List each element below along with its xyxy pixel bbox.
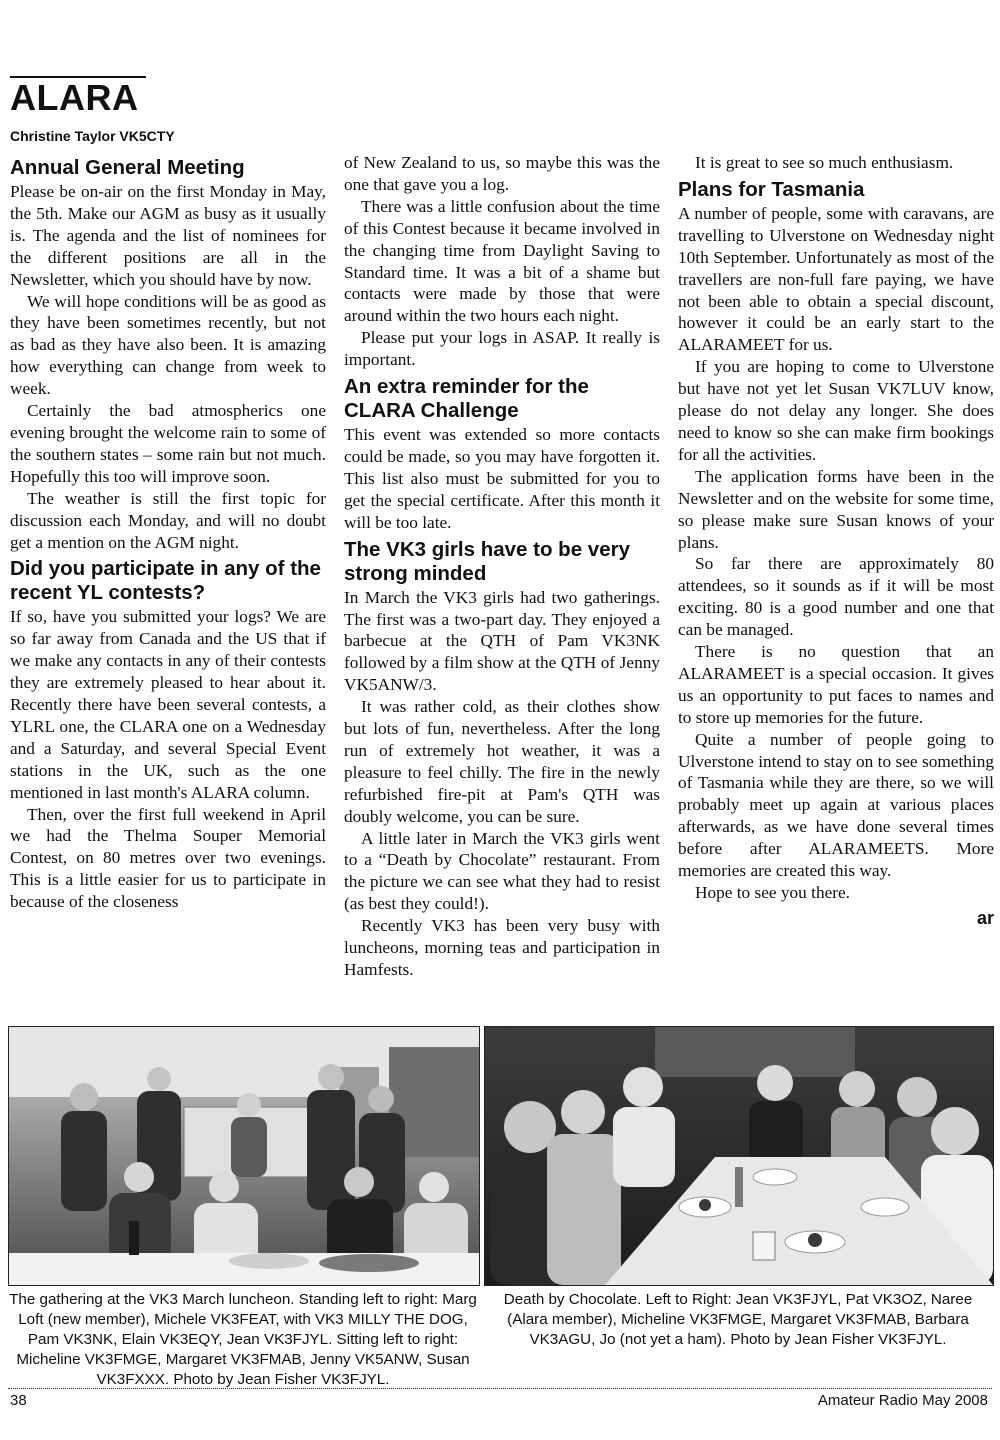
photo-death-by-chocolate-image xyxy=(485,1027,993,1285)
paragraph: If you are hoping to come to Ulverstone but have not yet let Susan VK7LUV know, please do not delay any longer. She does need to know so she can make firm bookings for all the activities. xyxy=(678,357,994,464)
paragraph: Hope to see you there. xyxy=(695,883,850,902)
heading-clara-challenge: An extra reminder for the CLARA Challenge xyxy=(344,375,589,423)
paragraph: It was rather cold, as their clothes show but lots of fun, nevertheless. After the long run of extremely hot weather, it was a pleasure to feel chilly. The fire in the newly refurbished fire-pit at Pam's QTH was doubly welcome, you can be sure. xyxy=(344,697,660,826)
paragraph: Recently VK3 has been very busy with luncheons, morning teas and participation in Hamfests. xyxy=(344,916,660,979)
paragraph: Please put your logs in ASAP. It really is important. xyxy=(344,328,660,370)
article-column-3 xyxy=(678,152,994,930)
heading-tasmania: Plans for Tasmania xyxy=(678,177,865,201)
paragraph: So far there are approximately 80 attendees, so it sounds as if it will be most exciting. 80 is a good number and one that can be managed. xyxy=(678,554,994,640)
paragraph: This event was extended so more contacts could be made, so you may have forgotten it. This list also must be submitted for you to get the special certificate. After this month it will be too late. xyxy=(344,425,660,532)
paragraph: We will hope conditions will be as good as they have been sometimes recently, but not as bad as they have also been. It is amazing how everything can change from week to week. xyxy=(10,291,326,399)
photo-caption-chocolate: Death by Chocolate. Left to Right: Jean VK3FJYL, Pat VK3OZ, Naree (Alara member), Micheline VK3FMGE, Margaret VK3FMAB, Barbara VK3AGU, Jo (not yet a ham). Photo by Jean Fisher VK3FJYL. xyxy=(503,1291,973,1348)
heading-agm: Annual General Meeting xyxy=(10,156,245,179)
paragraph: Please be on-air on the first Monday in May, the 5th. Make our AGM as busy as it usually is. The agenda and the list of nominees for the different positions are all in the Newsletter, which you should have by now. xyxy=(10,182,326,289)
paragraph: The weather is still the first topic for discussion each Monday, and will no doubt get a mention on the AGM night. xyxy=(10,488,326,552)
article-column-1 xyxy=(10,152,326,913)
paragraph: A little later in March the VK3 girls went to a “Death by Chocolate” restaurant. From the picture we can see what they had to resist (as best they could!). xyxy=(344,828,660,914)
publication-info: Amateur Radio May 2008 xyxy=(817,1392,988,1409)
photo-death-by-chocolate xyxy=(484,1026,994,1286)
paragraph: If so, have you submitted your logs? We are so far away from Canada and the US that if we make any contacts in any of their contests they are extremely pleased to hear about it. Recently there have been several contests, a YLRL one, the CLARA one on a Wednesday and a Saturday, and several Special Event stations in the UK, such as the one mentioned in last month's ALARA column. xyxy=(10,607,326,802)
paragraph: A number of people, some with caravans, are travelling to Ulverstone on Wednesday night 10th September. Unfortunately as most of the travellers are non-full fare paying, we have not been able to obtain a special discount, however it could be an early start to the ALARAMEET for us. xyxy=(678,203,994,355)
paragraph: It is great to see so much enthusiasm. xyxy=(695,153,954,172)
paragraph: There is no question that an ALARAMEET is a special occasion. It gives us an opportunity to put faces to names and to store up memories for the future. xyxy=(678,642,994,727)
paragraph: There was a little confusion about the time of this Contest because it became involved in the changing time from Daylight Saving to Standard time. It was a bit of a shame but contacts were made by those that were around within the two hours each night. xyxy=(344,196,660,326)
paragraph: In March the VK3 girls had two gatherings. The first was a two-part day. They enjoyed a barbecue at the QTH of Pam VK3NK followed by a film show at the QTH of Jenny VK5ANW/3. xyxy=(344,587,660,695)
paragraph: Certainly the bad atmospherics one evening brought the welcome rain to some of the southern states – some rain but not much. Hopefully this too will improve soon. xyxy=(10,401,326,486)
photo-vk3-luncheon-image xyxy=(9,1027,479,1285)
section-title: ALARA xyxy=(10,77,139,118)
article-column-2 xyxy=(344,152,660,981)
photo-vk3-luncheon xyxy=(8,1026,480,1286)
page-number: 38 xyxy=(10,1392,27,1409)
author-byline: Christine Taylor VK5CTY xyxy=(10,128,175,144)
paragraph: The application forms have been in the Newsletter and on the website for some time, so please make sure Susan knows of your plans. xyxy=(678,466,994,552)
paragraph: of New Zealand to us, so maybe this was the one that gave you a log. xyxy=(344,153,660,194)
heading-vk3-girls: The VK3 girls have to be very strong minded xyxy=(344,537,630,585)
end-mark: ar xyxy=(976,907,994,928)
paragraph: Then, over the first full weekend in April we had the Thelma Souper Memorial Contest, on 80 metres over two evenings. This is a little easier for us to participate in because of the closeness xyxy=(10,804,326,912)
paragraph: Quite a number of people going to Ulverstone intend to stay on to see something of Tasmania while they are there, so we will probably meet up again at various places afterwards, as we have done several times before after ALARAMEETS. More memories are created this way. xyxy=(678,729,994,881)
photo-caption-luncheon: The gathering at the VK3 March luncheon. Standing left to right: Marg Loft (new member), Michele VK3FEAT, with VK3 MILLY THE DOG, Pam VK3NK, Elain VK3EQY, Jean VK3FJYL. Sitting left to right: Micheline VK3FMGE, Margaret VK3FMAB, Jenny VK5ANW, Susan VK3FXXX. Photo by Jean Fisher VK3FJYL. xyxy=(9,1291,477,1388)
heading-yl-contests: Did you participate in any of the recent YL contests? xyxy=(10,557,321,605)
footer-rule xyxy=(8,1388,992,1390)
